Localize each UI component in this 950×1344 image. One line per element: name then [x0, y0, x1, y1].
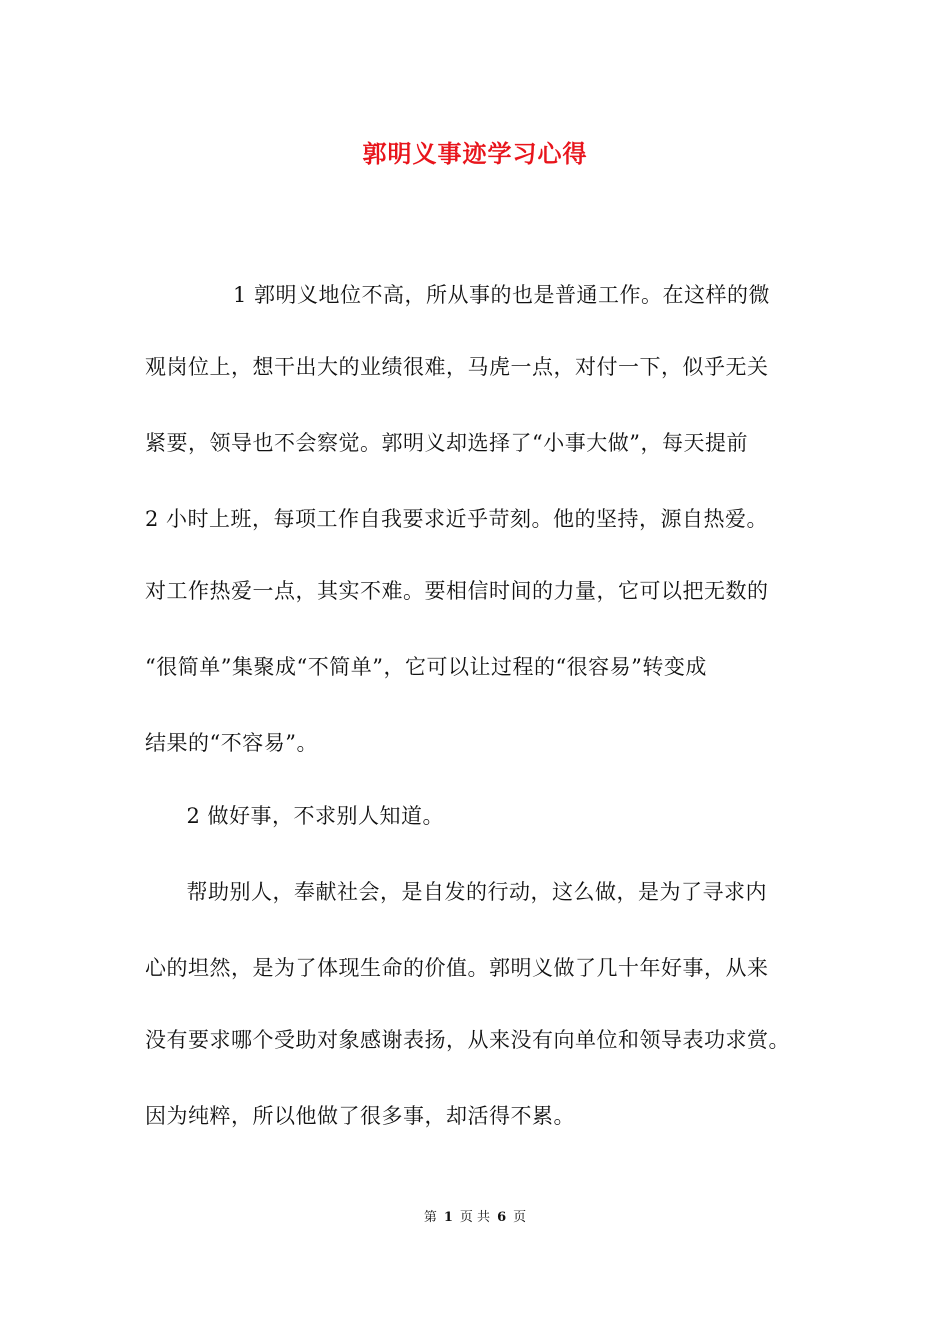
paragraph-line: 心的坦然，是为了体现生命的价值。郭明义做了几十年好事，从来: [145, 956, 769, 980]
paragraph-line: 因为纯粹，所以他做了很多事，却活得不累。: [145, 1104, 575, 1128]
footer-suffix: 页: [513, 1210, 527, 1225]
page-footer: [0, 1208, 950, 1228]
footer-middle: 页 共: [459, 1210, 491, 1225]
paragraph-line: 紧要，领导也不会察觉。郭明义却选择了“小事大做”，每天提前: [145, 431, 748, 455]
paragraph-line: 帮助别人，奉献社会，是自发的行动，这么做，是为了寻求内: [165, 880, 767, 904]
paragraph-line: 1 郭明义地位不高，所从事的也是普通工作。在这样的微: [190, 283, 771, 307]
footer-prefix: 第: [423, 1210, 437, 1225]
paragraph-line: 对工作热爱一点，其实不难。要相信时间的力量，它可以把无数的: [145, 579, 769, 603]
paragraph-line: 结果的“不容易”。: [145, 731, 318, 755]
paragraph-line: 2 小时上班，每项工作自我要求近乎苛刻。他的坚持，源自热爱。: [145, 507, 769, 531]
current-page-number: 1: [443, 1210, 453, 1225]
document-title: 郭明义事迹学习心得: [362, 139, 588, 168]
paragraph-line: 观岗位上，想干出大的业绩很难，马虎一点，对付一下，似乎无关: [145, 355, 769, 379]
total-page-number: 6: [497, 1210, 507, 1225]
section-heading: 2 做好事，不求别人知道。: [165, 804, 445, 828]
paragraph-line: 没有要求哪个受助对象感谢表扬，从来没有向单位和领导表功求赏。: [145, 1028, 790, 1052]
paragraph-line: “很简单”集聚成“不简单”，它可以让过程的“很容易”转变成: [145, 655, 707, 679]
